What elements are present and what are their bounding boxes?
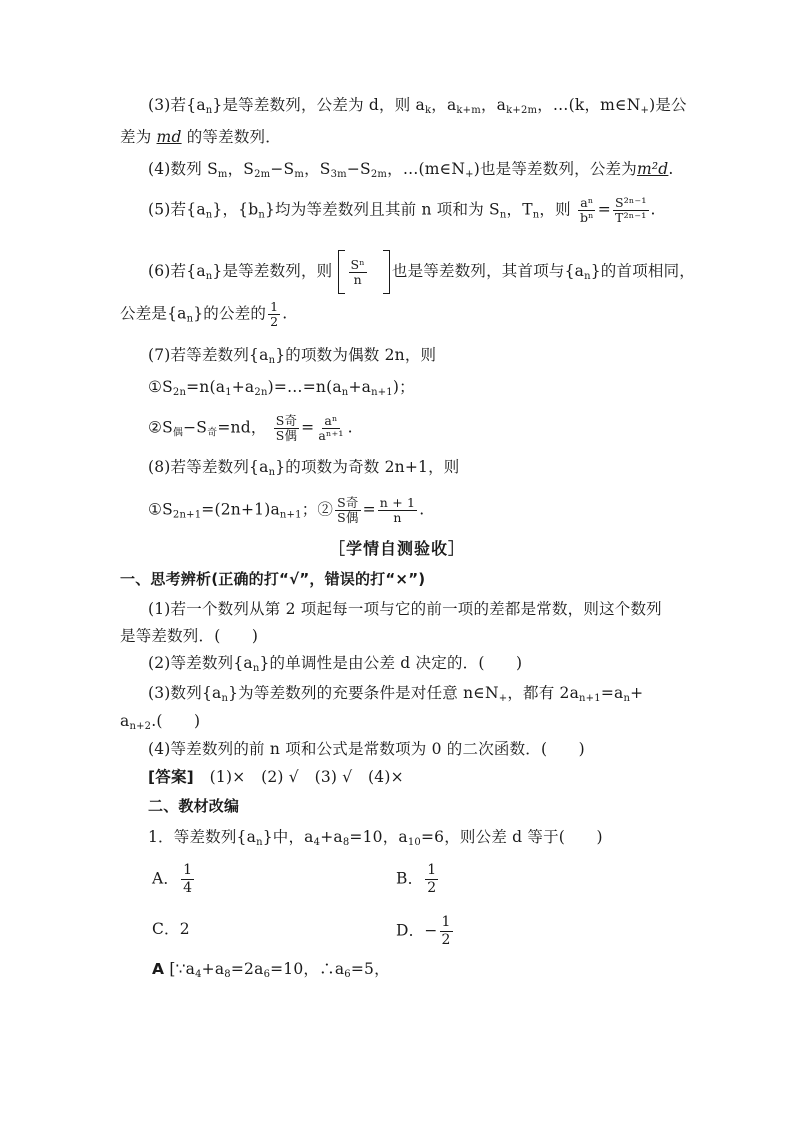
answer-label: [答案] bbox=[148, 768, 194, 786]
property-6-line2: 公差是$\{a_n\}$的公差的 $\frac{1}{2}$ . bbox=[120, 299, 288, 329]
part2-title: 二、教材改编 bbox=[148, 797, 240, 815]
section-heading: ［学情自测验收］ bbox=[328, 539, 465, 558]
option-d-fraction: $\frac{1}{2}$ bbox=[441, 914, 451, 948]
option-a-fraction: $\frac{1}{4}$ bbox=[183, 862, 193, 896]
option-b[interactable]: B． $\frac{1}{2}$ bbox=[396, 862, 437, 896]
question-1-line1: (1)若一个数列从第 2 项起每一项与它的前一项的差都是常数，则这个数列 bbox=[148, 600, 662, 618]
property-7: (7)若等差数列$\{a_n\}$的项数为偶数 2n，则 bbox=[148, 346, 437, 366]
question-4: (4)等差数列的前 n 项和公式是常数项为 0 的二次函数．( ) bbox=[148, 740, 585, 758]
fraction-s-odd-over-even: $\frac{\text{S奇}}{\text{S偶}}$ bbox=[275, 413, 298, 443]
fraction-a-n-over-a-n1: $\frac{\text{aⁿ}}{\text{aⁿ⁺¹}}$ bbox=[318, 413, 344, 443]
answer-line: [答案] (1)× (2) √ (3) √ (4)× bbox=[148, 768, 404, 786]
right-brace-icon bbox=[383, 250, 390, 294]
option-a[interactable]: A． $\frac{1}{4}$ bbox=[152, 862, 193, 896]
question-1-line2: 是等差数列．( ) bbox=[120, 627, 259, 645]
property-4: (4)数列 $S_m$，$S_{2m}-S_m$，$S_{3m}-S_{2m}$，$\dots(m\in N_+)$也是等差数列，公差为m²d. bbox=[148, 160, 674, 180]
property-3-line2: 差为 md 的等差数列． bbox=[120, 128, 281, 146]
option-c[interactable]: C．2 bbox=[152, 920, 190, 938]
fraction-n1-over-n: $\frac{n + 1}{n}$ bbox=[379, 495, 416, 525]
option-d[interactable]: D．− $\frac{1}{2}$ bbox=[396, 914, 451, 948]
question-3-line1: (3)数列$\{a_n\}$为等差数列的充要条件是对任意 $n\in N_+$，都有 $2a_{n+1}=a_n+$ bbox=[148, 684, 644, 704]
property-3-line1: (3)若$\{a_n\}$是等差数列，公差为 d，则 $a_k$，$a_{k+m}$，$a_{k+2m}$，…(k，$m\in N_+$)是公 bbox=[148, 96, 687, 116]
property-8-items: $①S_{2n+1}=(2n+1)a_{n+1}$；② $\frac{\text{S奇}}{\text{S偶}}$ = $\frac{n + 1}{n}$ . bbox=[148, 495, 425, 525]
fraction-s-odd-over-even-2: $\frac{\text{S奇}}{\text{S偶}}$ bbox=[337, 495, 359, 525]
question-2: (2)等差数列$\{a_n\}$的单调性是由公差 d 决定的．( ) bbox=[148, 654, 523, 674]
property-6-line1: (6)若$\{a_n\}$是等差数列，则 $\frac{\text{Sⁿ}}{n}$ 也是等差数列，其首项与$\{a_n\}$的首项相同， bbox=[148, 250, 695, 294]
fraction-a-over-b: $\frac{\text{aⁿ}}{\text{bⁿ}}$ bbox=[579, 195, 594, 225]
exercise-1: 1．等差数列$\{a_n\}$中，$a_4+a_8=10$，$a_{10}=6$，则公差 d 等于( ) bbox=[148, 828, 603, 848]
option-b-fraction: $\frac{1}{2}$ bbox=[427, 862, 437, 896]
fraction-s-over-n: $\frac{\text{Sⁿ}}{n}$ bbox=[350, 256, 365, 287]
property-8: (8)若等差数列$\{a_n\}$的项数为奇数 2n+1，则 bbox=[148, 458, 460, 478]
solution-label: A bbox=[152, 960, 165, 978]
fraction-s-over-t: $\frac{\text{S²ⁿ⁻¹}}{\text{T²ⁿ⁻¹}}$ bbox=[614, 195, 647, 225]
property-5: (5)若$\{a_n\}$，$\{b_n\}$均为等差数列且其前 n 项和为 $S_n$，$T_n$，则 $\frac{\text{aⁿ}}{\text{bⁿ}}$ = $\frac{\text{S²ⁿ⁻¹}}{\text{T²ⁿ⁻¹}}$ . bbox=[148, 195, 656, 225]
fraction-one-half: $\frac{1}{2}$ bbox=[270, 299, 279, 329]
solution-line: A [$\because a_4+a_8=2a_6=10$，$\therefore a_6=5$， bbox=[152, 960, 390, 980]
property-7-item2: $②S_偶-S_奇=nd$， $\frac{\text{S奇}}{\text{S偶}}$ = $\frac{\text{aⁿ}}{\text{aⁿ⁺¹}}$ . bbox=[148, 413, 353, 443]
part1-title: 一、思考辨析(正确的打“√”，错误的打“×”) bbox=[120, 570, 426, 588]
question-3-line2: $a_{n+2}$.( ) bbox=[120, 712, 201, 732]
left-brace-icon bbox=[338, 250, 345, 294]
property-7-item1: $①S_{2n}=n(a_1+a_{2n})=\dots=n(a_n+a_{n+1})$； bbox=[148, 378, 415, 398]
